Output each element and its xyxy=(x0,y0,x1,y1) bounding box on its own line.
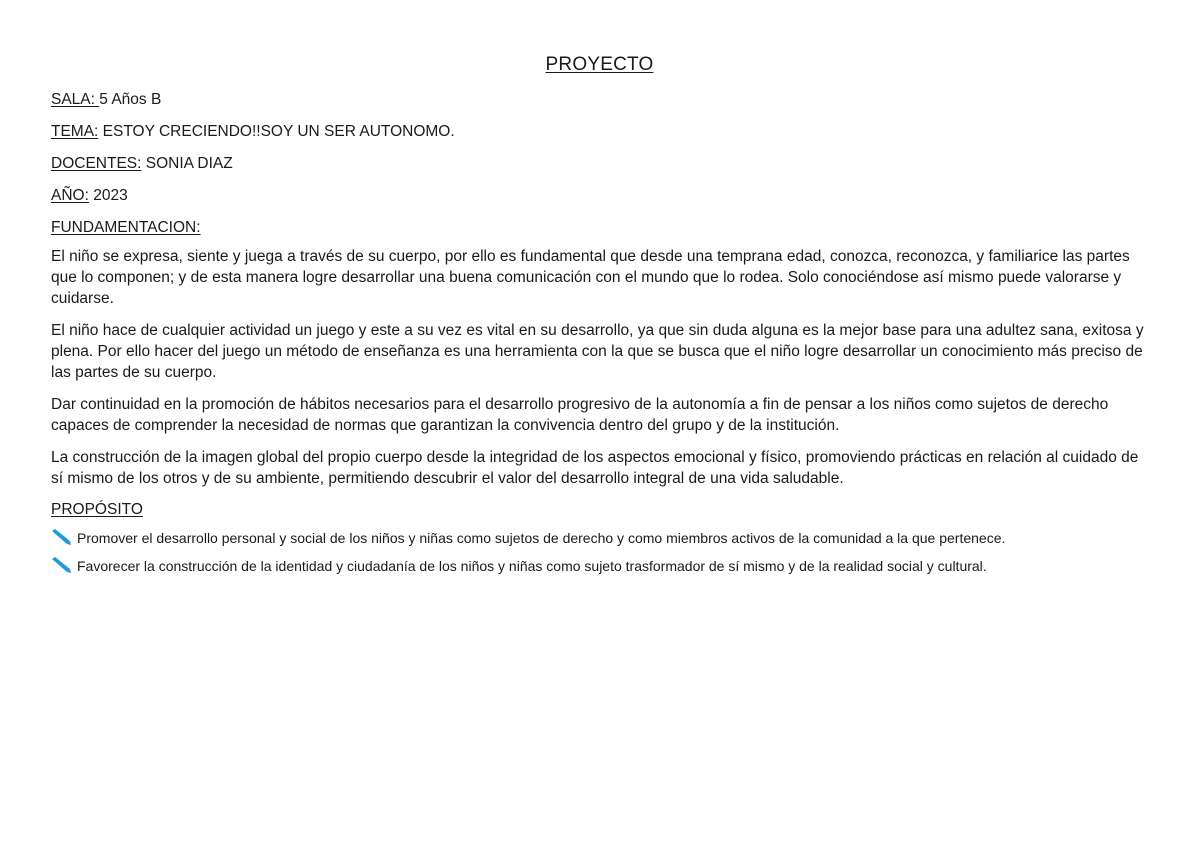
field-anio xyxy=(51,186,1148,206)
field-value-anio: 2023 xyxy=(88,187,128,204)
field-sala xyxy=(51,90,1148,110)
field-label-tema: TEMA: xyxy=(51,123,99,140)
list-item-text: Favorecer la construcción de la identidad y ciudadanía de los niños y niñas como sujeto trasformador de sí mismo y de la realidad social y cultural. xyxy=(77,558,987,574)
document-title: PROYECTO xyxy=(545,54,654,75)
pencil-icon xyxy=(51,557,73,575)
list-item-text: Promover el desarrollo personal y social de los niños y niñas como sujetos de derecho y como miembros activos de la comunidad a la que pertenece. xyxy=(77,530,1006,546)
list-item xyxy=(51,528,1148,548)
field-label-anio: AÑO: xyxy=(51,187,89,204)
field-value-docentes: SONIA DIAZ xyxy=(141,155,233,172)
paragraph: El niño hace de cualquier actividad un juego y este a su vez es vital en su desarrollo, ya que sin duda alguna es la mejor base para una adultez sana, exitosa y plena. Por ello hacer del juego un método de enseñanza es una herramienta con la que se busca que el niño logre desarrollar un conocimiento más preciso de las partes de su cuerpo. xyxy=(51,322,1144,381)
paragraph: Dar continuidad en la promoción de hábitos necesarios para el desarrollo progresivo de la autonomía a fin de pensar a los niños como sujetos de derecho capaces de comprender la necesidad de normas que garantizan la convivencia dentro del grupo y de la institución. xyxy=(51,396,1109,434)
field-label-sala: SALA: xyxy=(51,91,100,108)
field-docentes xyxy=(51,154,1148,174)
field-label-docentes: DOCENTES: xyxy=(51,155,142,172)
fundamentacion-heading: FUNDAMENTACION: xyxy=(51,219,201,236)
paragraph: El niño se expresa, siente y juega a través de su cuerpo, por ello es fundamental que desde una temprana edad, conozca, reconozca, y familiarice las partes que lo componen; y de esta manera logre desarrollar una buena comunicación con el mundo que lo rodea. Solo conociéndose así mismo puede valorarse y cuidarse. xyxy=(51,248,1130,307)
paragraph: La construcción de la imagen global del propio cuerpo desde la integridad de los aspectos emocional y físico, promoviendo prácticas en relación al cuidado de sí mismo de los otros y de su ambiente, permitiendo descubrir el valor del desarrollo integral de una vida saludable. xyxy=(51,449,1139,487)
pencil-icon xyxy=(51,529,73,547)
field-value-tema: ESTOY CRECIENDO!!SOY UN SER AUTONOMO. xyxy=(98,123,455,140)
list-item xyxy=(51,556,1148,576)
field-tema xyxy=(51,122,1148,142)
proposito-heading: PROPÓSITO xyxy=(51,501,143,518)
field-value-sala: 5 Años B xyxy=(99,91,162,108)
proposito-list xyxy=(51,528,1148,576)
